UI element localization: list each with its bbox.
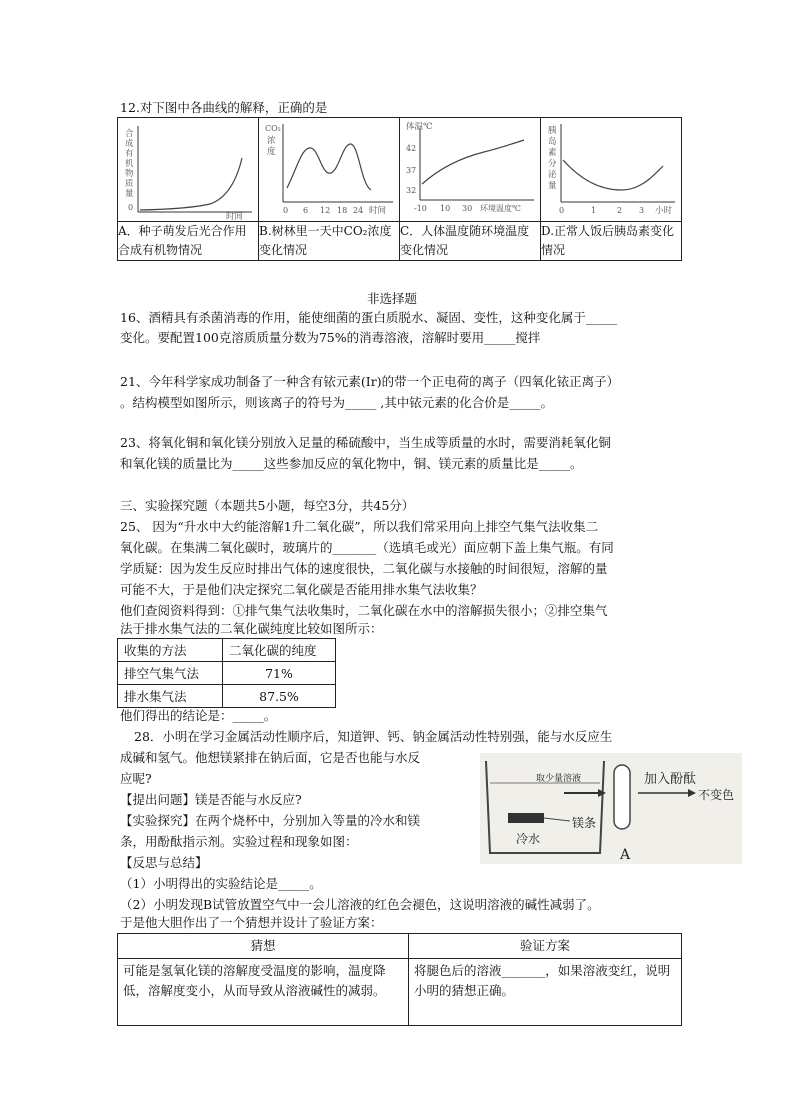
graph-a-ylabel-0: 合 (125, 129, 134, 139)
purity-row-1-value: 87.5% (223, 685, 336, 708)
graph-d-ylabel-2: 素 (548, 148, 557, 158)
q23-line2: 和氧化镁的质量比为_____这些参加反应的氧化物中，铜、镁元素的质量比是_____。 (120, 456, 583, 471)
q25-line-3: 可能不大，于是他们决定探究二氧化碳是否能用排水集气法收集？ (120, 582, 483, 597)
graph-b-xtick-0: 0 (283, 206, 289, 215)
label-magnesium: 镁条 (572, 816, 597, 830)
graph-c-ytick-1: 37 (406, 166, 417, 175)
graph-b-xtick-3: 18 (337, 206, 348, 215)
graph-a-xlabel: 时间 (226, 212, 244, 220)
q28-line-3: 【提出问题】镁是否能与水反应? (120, 792, 302, 807)
purity-header-purity: 二氧化碳的纯度 (223, 639, 336, 662)
graph-d-ylabel-5: 量 (548, 181, 557, 191)
graph-b-ylabel-1: 浓 (267, 136, 276, 146)
q28-line-8: （2）小明发现B试管放置空气中一会儿溶液的红色会褪色，这说明溶液的碱性减弱了。 (120, 897, 600, 912)
graph-b-ylabel-2: 度 (267, 147, 276, 157)
graph-a-ylabel-1: 成 (125, 139, 134, 149)
test-tube (614, 765, 630, 829)
purity-row-0-value: 71% (223, 662, 336, 685)
graph-d-xtick-1: 1 (591, 206, 597, 215)
experiment-figure (480, 753, 742, 864)
graph-d-xtick-0: 0 (559, 206, 565, 215)
graph-a-ylabel-4: 物 (125, 169, 134, 179)
graph-c-ytick-0: 42 (406, 144, 417, 153)
graph-d (541, 118, 682, 222)
graph-c-ytick-2: 32 (406, 186, 417, 195)
graph-c-xlabel: 环境温度℃ (480, 204, 521, 213)
verify-header-plan: 验证方案 (409, 934, 682, 959)
option-a: A．种子萌发后光合作用合成有机物情况 (118, 222, 259, 261)
purity-row-0-method: 排空气集气法 (118, 662, 223, 685)
graph-b-xlabel: 时间 (369, 206, 387, 216)
q28-line-0: 28．小明在学习金属活动性顺序后，知道钾、钙、钠金属活动性特别强，能与水反应生 (134, 729, 613, 744)
graph-d-curve (563, 160, 663, 190)
graph-a-ylabel-6: 量 (125, 189, 134, 199)
q25-line-1: 氧化碳。在集满二氧化碳时，玻璃片的_______（选填毛或光）面应朝下盖上集气瓶。有同 (120, 540, 614, 555)
q25-line-4: 他们查阅资料得到：①排气集气法收集时，二氧化碳在水中的溶解损失很小；②排空集气 (120, 603, 608, 618)
section-title: 非选择题 (367, 291, 418, 306)
verify-table (117, 933, 682, 1026)
graph-c (400, 118, 541, 222)
purity-table (117, 638, 336, 708)
graph-b-curve (287, 144, 371, 190)
graph-c-ylabel: 体温℃ (406, 122, 433, 132)
label-water: 冷水 (516, 832, 541, 846)
option-b: B.树林里一天中CO₂浓度变化情况 (259, 222, 400, 261)
graph-d-xtick-3: 3 (639, 206, 645, 215)
q25-line-0: 25、 因为“升水中大约能溶解1升二氧化碳”，所以我们常采用向上排空气集气法收集二 (120, 519, 599, 534)
label-result: 不变色 (698, 788, 735, 802)
q25-line-2: 学质疑：因为发生反应时排出气体的速度很快，二氧化碳与水接触的时间很短，溶解的量 (120, 561, 608, 576)
graph-b-xtick-2: 12 (320, 206, 331, 215)
graph-a (118, 118, 259, 222)
q28-line-4: 【实验探究】在两个烧杯中，分别加入等量的冷水和镁 (120, 813, 421, 828)
graph-d-xtick-2: 2 (617, 206, 623, 215)
q28-line-5: 条，用酚酞指示剂。实验过程和现象如图： (120, 834, 358, 849)
q21-line2: 。结构模型如图所示，则该离子的符号为_____ ,其中铱元素的化合价是_____。 (120, 395, 553, 410)
magnesium-strip (508, 813, 544, 823)
graph-c-xtick-2: 30 (462, 204, 473, 213)
q25-line-5: 法于排水集气法的二氧化碳纯度比较如图所示： (120, 621, 383, 636)
verify-plan: 将腿色后的溶液_______，如果溶液变红，说明小明的猜想正确。 (409, 959, 682, 1026)
label-sample: 取少量溶液 (536, 774, 582, 784)
graph-d-ylabel-1: 岛 (548, 137, 557, 147)
q28-line-9: 于是他大胆作出了一个猜想并设计了验证方案： (120, 915, 383, 930)
graph-c-xtick-0: -10 (414, 204, 427, 213)
q28-line-6: 【反思与总结】 (120, 855, 208, 870)
q28-line-1: 成碱和氢气。他想镁紧排在钠后面，它是否也能与水反 (120, 750, 421, 765)
graph-a-curve (140, 158, 242, 210)
q16-line1: 16、酒精具有杀菌消毒的作用，能使细菌的蛋白质脱水、凝固、变性，这种变化属于_____ (120, 310, 618, 325)
q28-line-7: （1）小明得出的实验结论是_____。 (120, 876, 322, 891)
purity-header-method: 收集的方法 (118, 639, 223, 662)
purity-row-1-method: 排水集气法 (118, 685, 223, 708)
graph-b (259, 118, 400, 222)
graph-b-xtick-1: 6 (303, 206, 309, 215)
q12-graph-table (117, 117, 682, 261)
q23-line1: 23、将氧化铜和氧化镁分别放入足量的稀硫酸中，当生成等质量的水时，需要消耗氧化铜 (120, 435, 611, 450)
graph-a-origin: 0 (128, 203, 134, 212)
graph-b-xtick-4: 24 (353, 206, 364, 215)
graph-d-ylabel-4: 泌 (548, 170, 557, 180)
graph-b-ylabel-0: CO₂ (265, 124, 281, 133)
option-d: D.正常人饭后胰岛素变化情况 (541, 222, 682, 261)
graph-c-curve (422, 140, 524, 184)
q16-line2: 变化。要配置100克溶质质量分数为75%的消毒溶液，溶解时要用_____搅拌 (120, 330, 541, 345)
option-c: C．人体温度随环境温度变化情况 (400, 222, 541, 261)
section3-title: 三、实验探究题（本题共5小题，每空3分，共45分） (120, 498, 415, 513)
graph-a-ylabel-5: 质 (125, 179, 134, 189)
graph-d-ylabel-0: 胰 (548, 126, 557, 136)
verify-header-guess: 猜想 (118, 934, 409, 959)
q21-line1: 21、今年科学家成功制备了一种含有铱元素(Ir)的带一个正电荷的离子（四氧化铱正离子） (120, 374, 620, 389)
q28-line-2: 应呢? (120, 771, 152, 786)
label-tube: A (620, 847, 631, 863)
graph-d-ylabel-3: 分 (548, 159, 557, 169)
graph-d-xlabel: 小时 (655, 206, 673, 216)
verify-guess: 可能是氢氧化镁的溶解度受温度的影响，温度降低，溶解度变小，从而导致从溶液碱性的减弱。 (118, 959, 409, 1026)
graph-c-xtick-1: 10 (440, 204, 451, 213)
graph-a-ylabel-2: 有 (125, 149, 134, 159)
q12-title: 12.对下图中各曲线的解释，正确的是 (120, 100, 328, 115)
label-indicator: 加入酚酞 (644, 772, 697, 787)
q25-conclusion: 他们得出的结论是：_____。 (120, 708, 277, 723)
graph-a-ylabel-3: 机 (125, 159, 134, 169)
